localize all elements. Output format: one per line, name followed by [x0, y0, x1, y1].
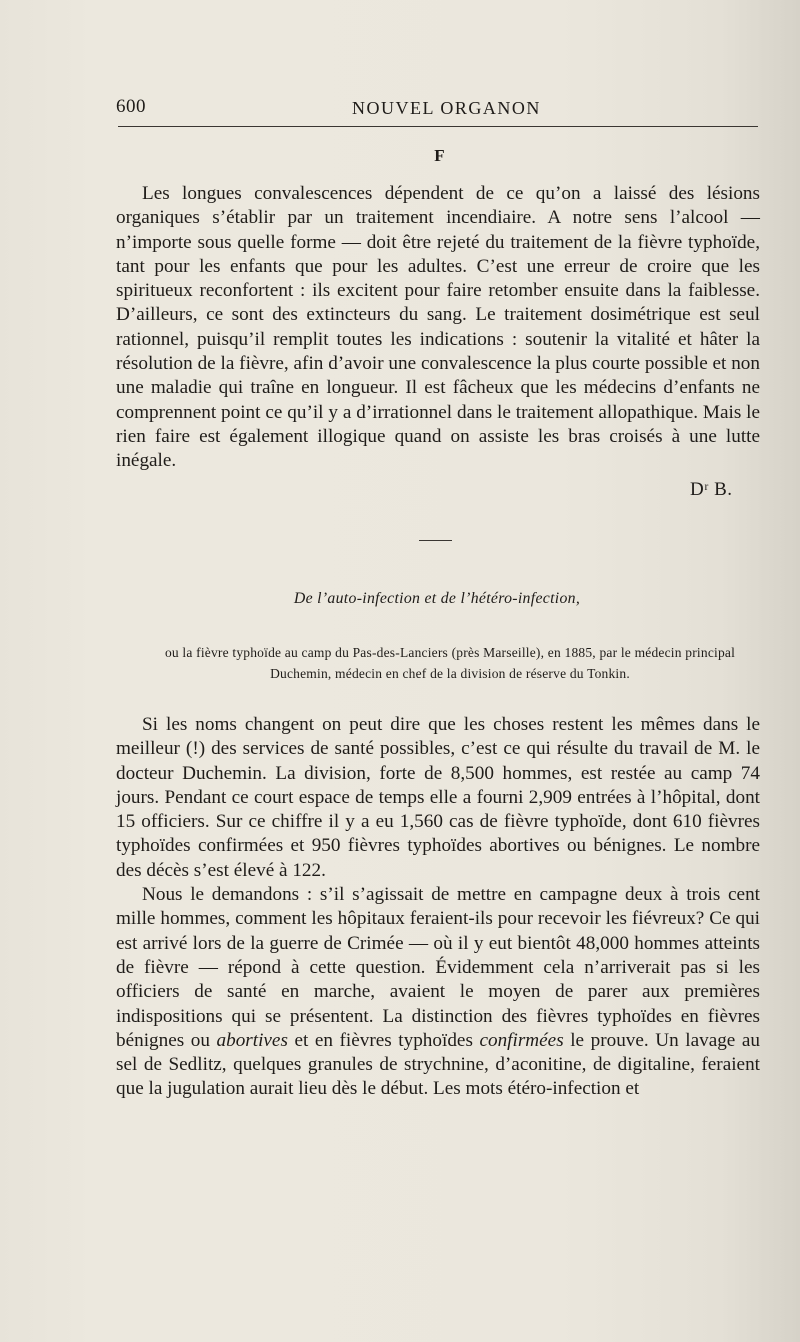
article-paragraph-2: [116, 883, 760, 1102]
article-paragraph-1: Si les noms changent on peut dire que les choses restent les mêmes dans le meilleur (!) des services de santé possibles, c’est ce qui résulte du travail de M. le docteur Duchemin. La division, forte de 8,500 hommes, est restée au camp 74 jours. Pendant ce court espace de temps elle a fourni 2,909 entrées à l’hôpital, dont 15 officiers. Sur ce chiffre il y a eu 1,560 cas de fièvre typhoïde, dont 610 fièvres typhoïdes confirmées et 950 fièvres typhoïdes abortives ou bénignes. Le nombre des décès s’est élevé à 122.: [116, 714, 760, 881]
section-divider: [419, 540, 452, 541]
section-f-paragraph: Les longues convalescences dépendent de ce qu’on a laissé des lésions organiques s’établir par un traitement incendiaire. A notre sens l’alcool — n’importe sous quelle forme — doit être rejeté du traitement de la fièvre typhoïde, tant pour les enfants que pour les adultes. C’est une erreur de croire que les spiritueux reconfortent : ils excitent pour faire retomber ensuite dans la faiblesse. D’ailleurs, ce sont des extincteurs du sang. Le traitement dosimétrique est seul rationnel, puisqu’il remplit toutes les indications : soutenir la vitalité et hâter la résolution de la fièvre, afin d’avoir une convalescence la plus courte possible et non une maladie qui traîne en longueur. Il est fâcheux que les médecins d’enfants ne comprennent point ce qu’il y a d’irrationnel dans le traitement allopathique. Mais le rien faire est également illogique quand on assiste les bras croisés à une lutte inégale.: [116, 183, 760, 472]
article-body: [116, 713, 760, 1102]
page-header: [116, 96, 756, 126]
paragraph-2-text-c: le prouve. Un lavage au sel de Sedlitz, quelques granules de strychnine, d’aconitine, de digitaline, feraient que la jugulation aurait lieu dès le début. Les mots étéro-infection et: [116, 1029, 760, 1100]
paragraph-2-text-a: Nous le demandons : s’il s’agissait de mettre en campagne deux à trois cent mille hommes, comment les hôpitaux feraient-ils pour recevoir les fiévreux? Ce qui est arrivé lors de la guerre de Crimée — où il y eut bientôt 48,000 hommes atteints de fièvre — répond à cette question. Évidemment cela n’arriverait pas si les officiers de santé en marche, avaient le moyen de parer aux premières indispositions qui se présentent. La distinction des fièvres typhoïdes en fièvres bénignes ou: [116, 884, 760, 1051]
section-f-body: [116, 182, 760, 474]
header-rule: [118, 126, 758, 127]
running-title: NOUVEL ORGANON: [352, 98, 541, 118]
emphasis-abortives: abortives: [216, 1029, 288, 1051]
article-title: De l’auto-infection et de l’hétéro-infection,: [293, 590, 581, 607]
article-subtitle: ou la fièvre typhoïde au camp du Pas-des-Lanciers (près Marseille), en 1885, par le médecin principal Duchemin, médecin en chef de la division de réserve du Tonkin.: [164, 645, 736, 681]
paragraph-2-text-b: et en fièvres typhoïdes: [287, 1029, 480, 1051]
section-letter: F: [434, 146, 446, 165]
page-number: 600: [116, 96, 146, 117]
signature: Dʳ B.: [690, 479, 733, 500]
emphasis-confirmees: confirmées: [479, 1029, 564, 1051]
